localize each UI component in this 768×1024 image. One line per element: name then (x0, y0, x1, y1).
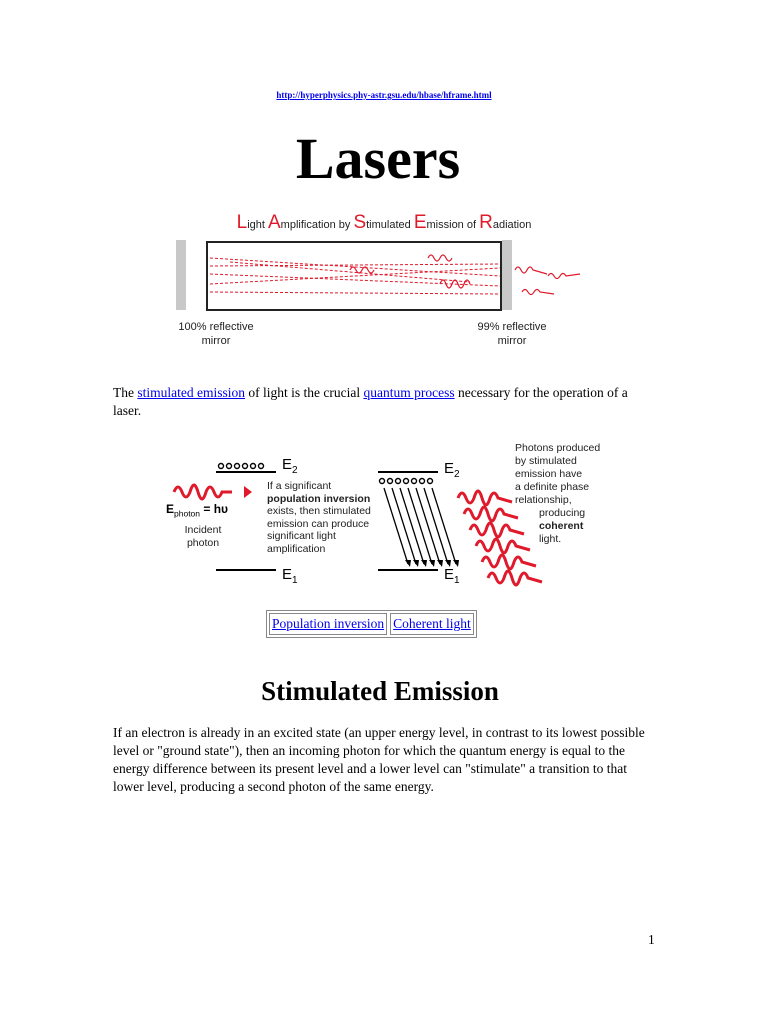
acronym-letter-r: R (479, 212, 493, 233)
intro-text-3: necessary for the operation of a laser. (113, 385, 628, 418)
photons-line-2: by stimulated (515, 455, 577, 467)
photons-line-1: Photons produced (515, 442, 601, 454)
section-heading: Stimulated Emission (261, 676, 499, 706)
left-e2-subscript: 2 (292, 465, 298, 476)
photons-line-6: producing (539, 507, 586, 519)
left-electrons (219, 464, 264, 469)
right-mirror-caption-line1: 99% reflective (477, 321, 547, 333)
incident-line-1: Incident (184, 524, 222, 536)
acronym-rest-r: adiation (492, 219, 532, 231)
body-paragraph: If an electron is already in an excited state (an upper energy level, in contrast to its lowest possible level or "ground state"), then an incoming photon for which the quantum energy is equal to the energy difference between its present level and a lower level can "stimulate" a transition to that lower level, producing a second photon of the same energy. (113, 725, 645, 794)
left-mirror-caption-line2: mirror (201, 335, 231, 347)
beam-lines (210, 258, 500, 294)
right-e2-label (444, 460, 460, 480)
note-line-5: amplification (267, 542, 326, 555)
right-mirror-caption-line2: mirror (497, 335, 527, 347)
acronym-letter-s: S (353, 212, 367, 233)
left-e1-label (282, 566, 298, 586)
photons-last-line: light. (539, 533, 562, 545)
right-mirror-caption (466, 320, 558, 348)
nav-cell-coherent-light (390, 613, 474, 635)
photons-line-4: a definite phase (515, 481, 590, 493)
note-line-3: emission can produce (267, 517, 370, 530)
acronym-rest-e: mission of (426, 219, 480, 231)
left-mirror-caption (168, 320, 264, 348)
right-mirror (502, 240, 512, 310)
quantum-process-link[interactable]: quantum process (363, 385, 455, 400)
photon-energy-equation (166, 502, 228, 518)
stimulated-emission-link[interactable]: stimulated emission (137, 385, 245, 400)
acronym-rest-s: timulated (366, 219, 414, 231)
ephoton-letter: E (166, 502, 175, 516)
left-e1-subscript: 1 (292, 575, 298, 586)
right-e2-letter: E (444, 460, 455, 477)
coherent-light-note (515, 442, 625, 546)
note-bold-line: population inversion (267, 492, 371, 505)
right-electrons (380, 479, 433, 484)
population-inversion-link[interactable]: Population inversion (272, 616, 385, 631)
note-line-2: exists, then stimulated (267, 505, 371, 517)
incident-photon-label (172, 524, 234, 550)
acronym-letter-e: E (413, 212, 427, 233)
coherent-light-link[interactable]: Coherent light (393, 616, 471, 631)
right-e1-label (444, 566, 460, 586)
acronym-letter-l: L (236, 212, 248, 233)
acronym-rest-l: ight (247, 219, 268, 231)
note-line-1: If a significant (267, 480, 332, 492)
source-url-link[interactable] (0, 90, 768, 100)
nav-cell-population-inversion (269, 613, 387, 635)
laser-acronym (0, 212, 768, 234)
population-inversion-note (267, 480, 385, 555)
page-number: 1 (648, 932, 655, 947)
related-topics-nav (266, 610, 477, 638)
page-title: Lasers (295, 126, 461, 191)
acronym-letter-a: A (267, 212, 281, 233)
ephoton-rhs: = hυ (200, 502, 229, 516)
intro-paragraph (113, 384, 633, 420)
laser-cavity-figure (170, 236, 610, 312)
incident-photon-arrowhead (244, 486, 252, 498)
right-e1-subscript: 1 (454, 575, 460, 586)
photons-line-3: emission have (515, 468, 583, 480)
note-line-4: significant light (267, 530, 336, 542)
intro-text-1: The (113, 385, 138, 400)
incident-line-2: photon (186, 537, 220, 549)
intro-text-2: of light is the crucial (245, 385, 364, 400)
transition-arrows (384, 488, 456, 564)
acronym-rest-a: mplification by (280, 219, 354, 231)
left-e1-letter: E (282, 566, 293, 583)
photons-bold-line: coherent (539, 520, 584, 532)
photons-line-5: relationship, (515, 494, 572, 506)
source-url-anchor[interactable]: http://hyperphysics.phy-astr.gsu.edu/hbase/hframe.html (276, 90, 492, 100)
left-mirror-caption-line1: 100% reflective (178, 321, 254, 333)
incident-photon-wave (174, 485, 232, 499)
left-e2-label (282, 456, 298, 476)
right-e2-subscript: 2 (454, 469, 460, 480)
right-e1-letter: E (444, 566, 455, 583)
left-mirror (176, 240, 186, 310)
ephoton-subscript: photon (174, 508, 201, 519)
left-e2-letter: E (282, 456, 293, 473)
